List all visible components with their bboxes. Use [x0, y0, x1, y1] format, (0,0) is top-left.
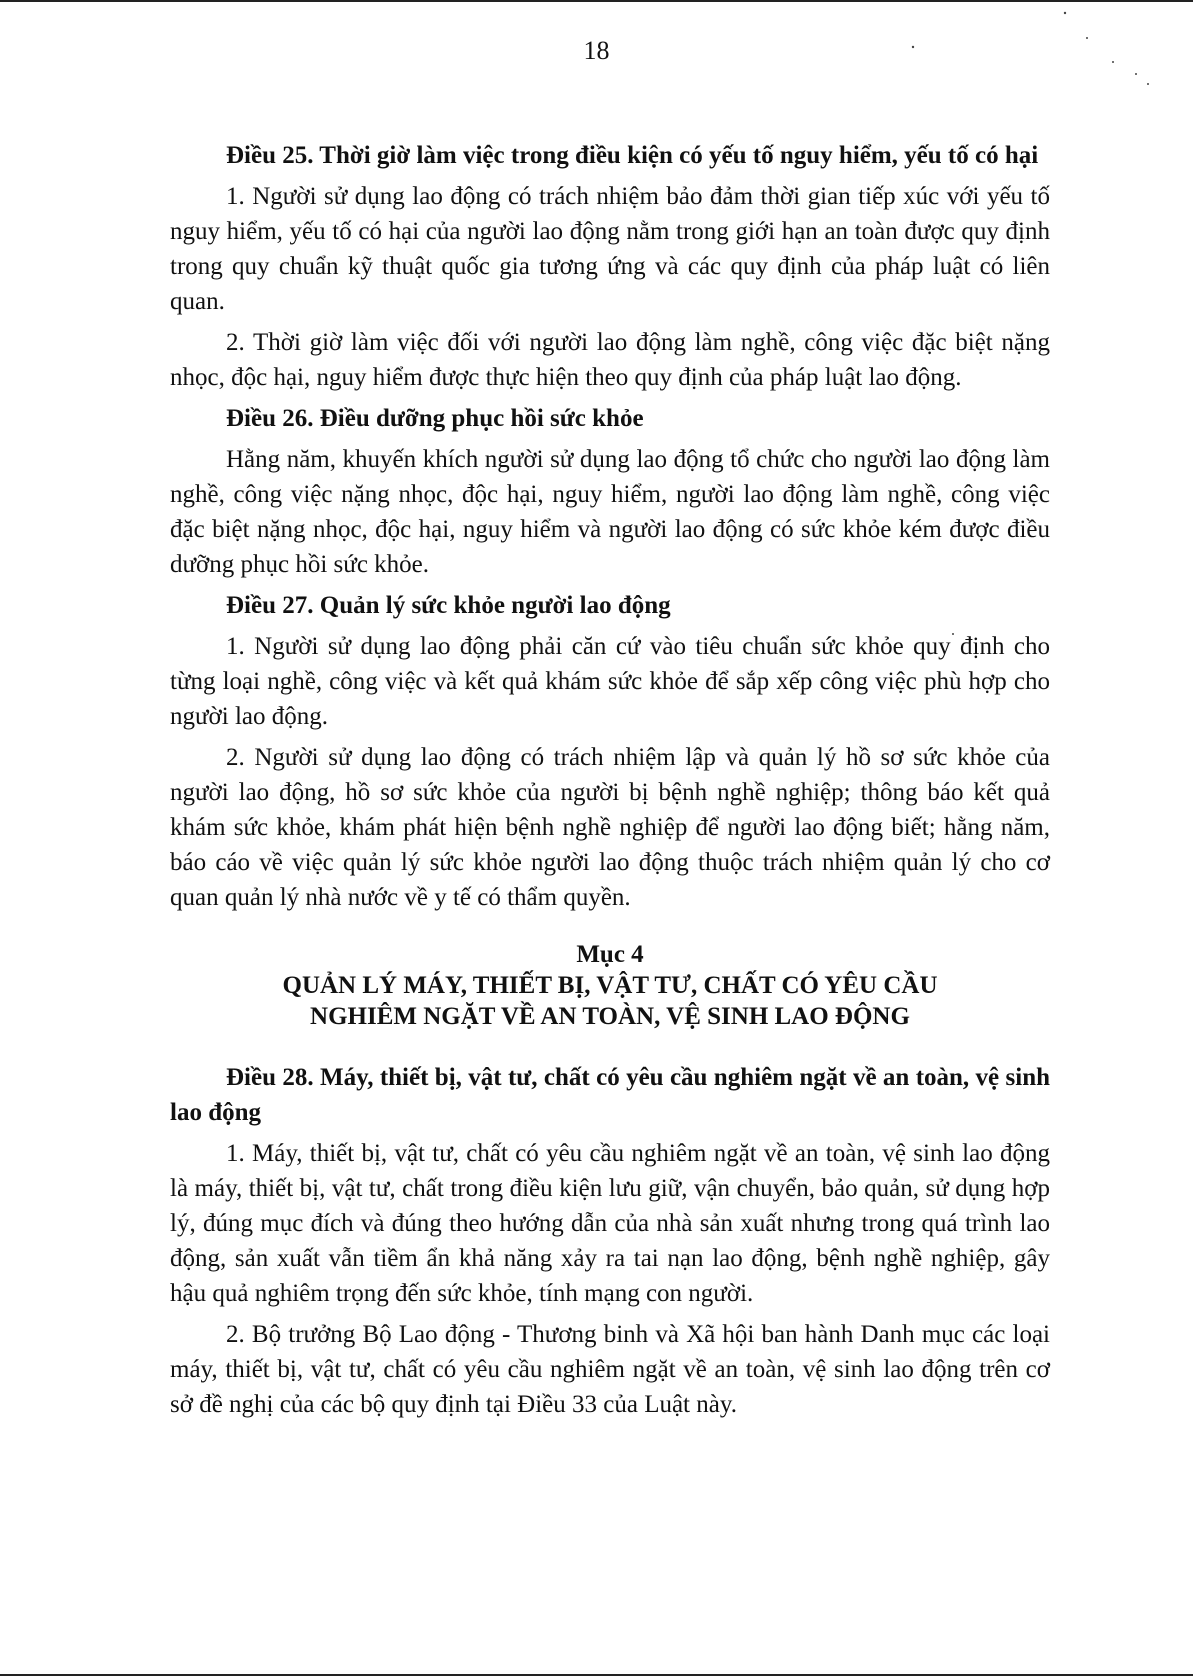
- article-28-title: Điều 28. Máy, thiết bị, vật tư, chất có yêu cầu nghiêm ngặt về an toàn, vệ sinh lao động: [170, 1064, 1050, 1126]
- page-number: 18: [583, 36, 610, 65]
- article-27-title: Điều 27. Quản lý sức khỏe người lao động: [226, 592, 671, 619]
- section-4-title-line-1: QUẢN LÝ MÁY, THIẾT BỊ, VẬT TƯ, CHẤT CÓ YÊU CẦU: [282, 972, 938, 999]
- section-4-label: Mục 4: [576, 941, 644, 968]
- scan-border-bottom: [0, 1674, 1193, 1676]
- article-25-clause-1: 1. Người sử dụng lao động có trách nhiệm bảo đảm thời gian tiếp xúc với yếu tố nguy hiểm, yếu tố có hại của người lao động nằm trong giới hạn an toàn được quy định trong quy chuẩn kỹ thuật quốc gia tương ứng và các quy định của pháp luật có liên quan.: [170, 183, 1050, 315]
- document-body: [170, 138, 1050, 1422]
- article-26-body: Hằng năm, khuyến khích người sử dụng lao động tổ chức cho người lao động làm nghề, công việc nặng nhọc, độc hại, nguy hiểm, người lao động làm nghề, công việc đặc biệt nặng nhọc, độc hại, nguy hiểm và người lao động có sức khỏe kém được điều dưỡng phục hồi sức khỏe.: [170, 446, 1050, 578]
- article-27-clause-1: 1. Người sử dụng lao động phải căn cứ vào tiêu chuẩn sức khỏe quy định cho từng loại nghề, công việc và kết quả khám sức khỏe để sắp xếp công việc phù hợp cho người lao động.: [170, 633, 1050, 730]
- article-26-title: Điều 26. Điều dưỡng phục hồi sức khỏe: [226, 405, 644, 432]
- section-4-heading: [170, 939, 1050, 1032]
- article-25-clause-2: 2. Thời giờ làm việc đối với người lao động làm nghề, công việc đặc biệt nặng nhọc, độc hại, nguy hiểm được thực hiện theo quy định của pháp luật lao động.: [170, 329, 1050, 391]
- article-28-clause-2: 2. Bộ trưởng Bộ Lao động - Thương binh và Xã hội ban hành Danh mục các loại máy, thiết bị, vật tư, chất có yêu cầu nghiêm ngặt về an toàn, vệ sinh lao động trên cơ sở đề nghị của các bộ quy định tại Điều 33 của Luật này.: [170, 1321, 1050, 1418]
- section-4-title-line-2: NGHIÊM NGẶT VỀ AN TOÀN, VỆ SINH LAO ĐỘNG: [310, 1003, 910, 1030]
- article-27-clause-2: 2. Người sử dụng lao động có trách nhiệm lập và quản lý hồ sơ sức khỏe của người lao động, hồ sơ sức khỏe của người bị bệnh nghề nghiệp; thông báo kết quả khám sức khỏe, khám phát hiện bệnh nghề nghiệp để người lao động biết; hằng năm, báo cáo về việc quản lý sức khỏe người lao động thuộc trách nhiệm quản lý cho cơ quan quản lý nhà nước về y tế có thẩm quyền.: [170, 744, 1050, 911]
- article-28-clause-1: 1. Máy, thiết bị, vật tư, chất có yêu cầu nghiêm ngặt về an toàn, vệ sinh lao động là máy, thiết bị, vật tư, chất trong điều kiện lưu giữ, vận chuyển, bảo quản, sử dụng hợp lý, đúng mục đích và đúng theo hướng dẫn của nhà sản xuất nhưng trong quá trình lao động, sản xuất vẫn tiềm ẩn khả năng xảy ra tai nạn lao động, bệnh nghề nghiệp, gây hậu quả nghiêm trọng đến sức khỏe, tính mạng con người.: [170, 1140, 1050, 1307]
- article-25-title: Điều 25. Thời giờ làm việc trong điều kiện có yếu tố nguy hiểm, yếu tố có hại: [226, 142, 1039, 169]
